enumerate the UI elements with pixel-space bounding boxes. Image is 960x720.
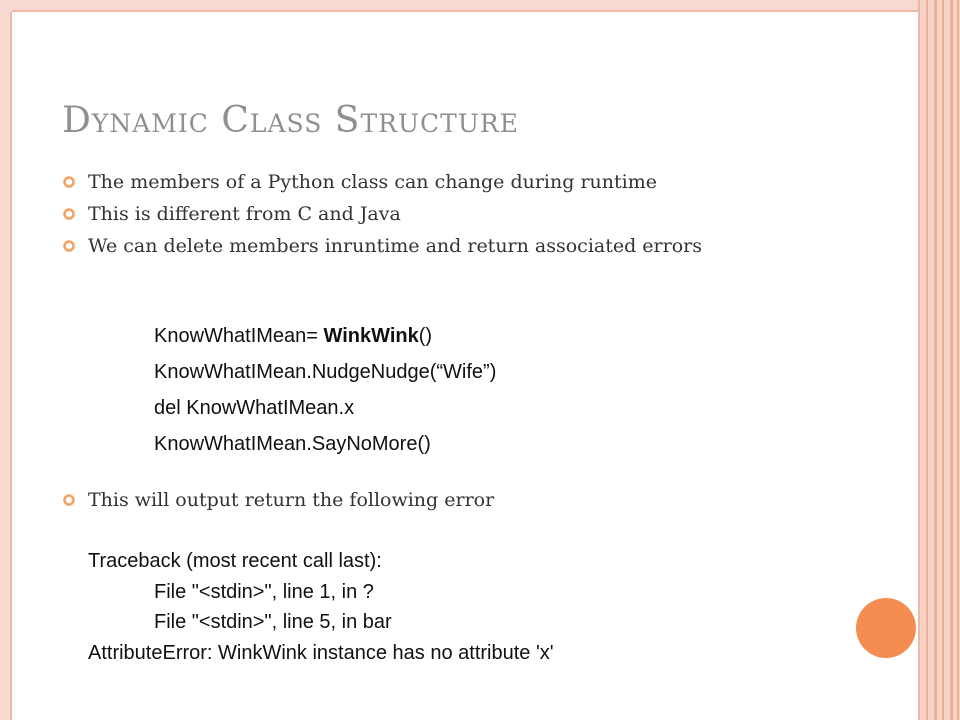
orange-circle-decoration xyxy=(856,598,916,658)
code-example xyxy=(154,318,496,462)
bullet-text: We can delete members inruntime and return associated errors xyxy=(88,235,702,257)
frame-left-border xyxy=(0,0,12,720)
code-line: KnowWhatIMean.SayNoMore() xyxy=(154,433,431,455)
code-line: del KnowWhatIMean.x xyxy=(154,397,355,419)
bullet-ring-icon xyxy=(62,239,76,253)
bullet-text: The members of a Python class can change during runtime xyxy=(88,171,657,193)
traceback-line: AttributeError: WinkWink instance has no attribute 'x' xyxy=(88,641,554,664)
traceback-output xyxy=(88,546,554,668)
bullet-text: This will output return the following error xyxy=(88,489,495,511)
stripe xyxy=(926,0,928,720)
bullet-item xyxy=(62,236,782,256)
code-line: KnowWhatIMean.NudgeNudge(“Wife”) xyxy=(154,361,497,383)
slide-title: Dynamic Class Structure xyxy=(62,100,519,141)
bullet-ring-icon xyxy=(62,493,76,507)
code-line xyxy=(154,318,496,354)
bullet-item xyxy=(62,172,782,192)
traceback-line: Traceback (most recent call last): xyxy=(88,550,382,572)
stripe xyxy=(942,0,944,720)
code-text: () xyxy=(418,325,433,347)
bullet-list xyxy=(62,172,782,268)
bullet-item xyxy=(62,490,782,510)
right-stripes-decoration xyxy=(920,0,960,720)
bullet-item xyxy=(62,204,782,224)
frame-top-border xyxy=(0,0,920,12)
bullet-ring-icon xyxy=(62,207,76,221)
code-text: KnowWhatIMean= xyxy=(154,325,324,347)
traceback-line: File "<stdin>", line 5, in bar xyxy=(154,611,392,633)
traceback-line: File "<stdin>", line 1, in ? xyxy=(154,580,374,603)
bullet-list xyxy=(62,490,782,522)
bullet-text: This is different from C and Java xyxy=(88,203,401,225)
bullet-ring-icon xyxy=(62,175,76,189)
stripe xyxy=(934,0,937,720)
stripe xyxy=(957,0,959,720)
stripe xyxy=(950,0,953,720)
code-bold-text: WinkWink xyxy=(323,325,419,347)
